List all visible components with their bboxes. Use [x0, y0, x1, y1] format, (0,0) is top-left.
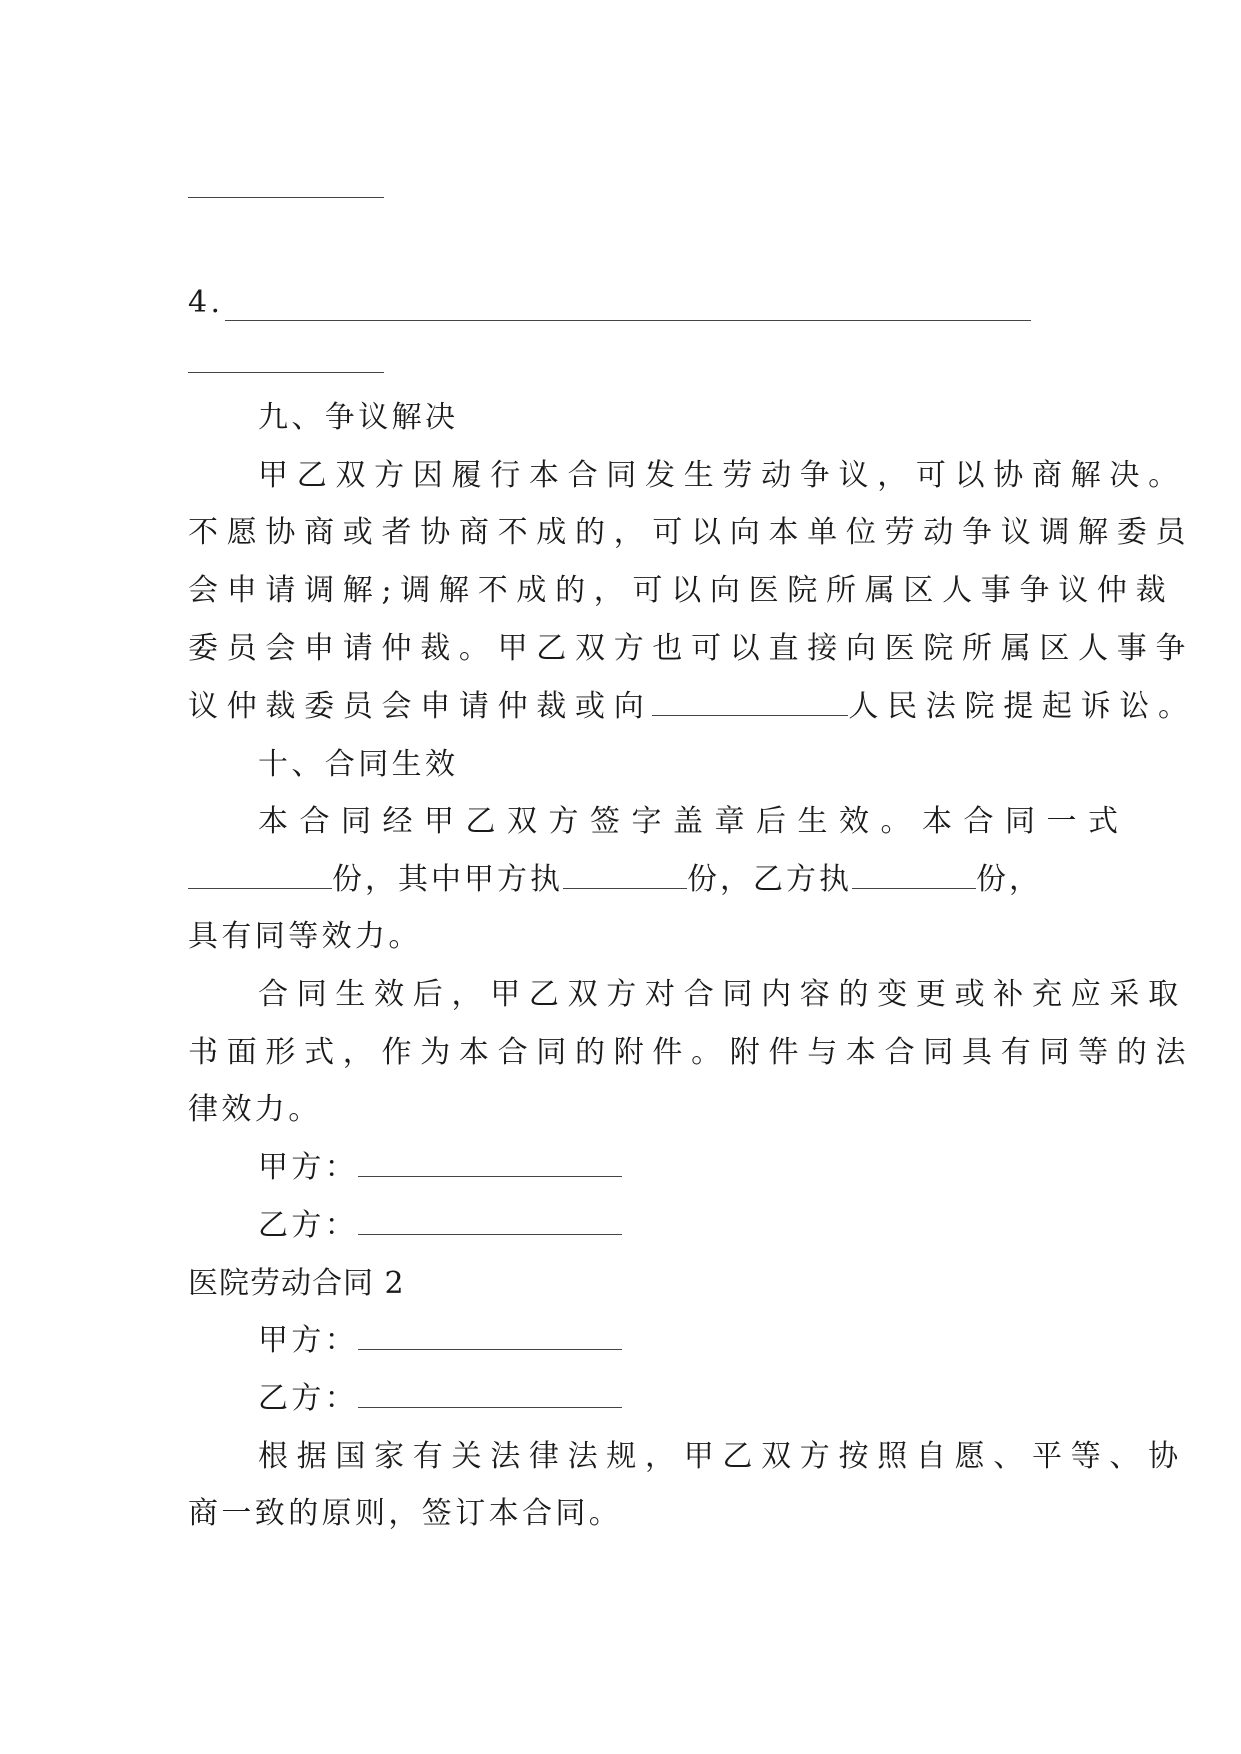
party-a-line: [258, 1321, 622, 1361]
party-b-label: 乙方：: [258, 1381, 359, 1416]
section-title: 九、争议解决: [258, 400, 459, 435]
fill-blank: [852, 886, 976, 889]
party-b-label: 乙方：: [258, 1208, 359, 1243]
paragraph-line: 不愿协商或者协商不成的，可以向本单位劳动争议调解委员: [188, 515, 1195, 550]
party-a-label: 甲方：: [258, 1323, 359, 1358]
contract-title: 医院劳动合同 2: [188, 1266, 405, 1301]
paragraph-line: 本合同经甲乙双方签字盖章后生效。本合同一式: [258, 804, 1130, 839]
paragraph-line: 商一致的原则，签订本合同。: [188, 1496, 623, 1531]
paragraph-line: [188, 860, 1042, 900]
signature-blank: [358, 1174, 622, 1177]
paragraph-line: 具有同等效力。: [188, 919, 422, 954]
paragraph-line: 律效力。: [188, 1092, 322, 1127]
text-fragment: 议仲裁委员会申请仲裁或向: [188, 689, 653, 724]
paragraph-line: [188, 687, 1197, 727]
item-4: [188, 283, 223, 323]
text-fragment: 份，乙方执: [687, 862, 852, 897]
fill-blank: [188, 886, 332, 889]
fill-blank: [563, 886, 687, 889]
text-fragment: 份，: [976, 862, 1042, 897]
blank-line: [225, 320, 1031, 321]
signature-blank: [358, 1405, 622, 1408]
blank-line: [188, 197, 384, 198]
paragraph-line: 根据国家有关法律法规，甲乙双方按照自愿、平等、协: [258, 1439, 1187, 1474]
signature-blank: [358, 1347, 622, 1350]
paragraph-line: 合同生效后，甲乙双方对合同内容的变更或补充应采取: [258, 977, 1187, 1012]
paragraph-line: 委员会申请仲裁。甲乙双方也可以直接向医院所属区人事争: [188, 631, 1195, 666]
paragraph-line: 书面形式，作为本合同的附件。附件与本合同具有同等的法: [188, 1035, 1195, 1070]
paragraph-line: 甲乙双方因履行本合同发生劳动争议，可以协商解决。: [258, 458, 1187, 493]
blank-line: [188, 372, 384, 373]
paragraph-line: 会申请调解;调解不成的，可以向医院所属区人事争议仲裁: [188, 573, 1175, 608]
text-fragment: 份，其中甲方执: [332, 862, 563, 897]
fill-blank: [652, 713, 848, 716]
party-a-line: [258, 1148, 622, 1188]
party-b-line: [258, 1379, 622, 1419]
party-a-label: 甲方：: [258, 1150, 359, 1185]
item-number: 4.: [188, 285, 224, 320]
text-fragment: 人民法院提起诉讼。: [848, 689, 1197, 724]
party-b-line: [258, 1206, 622, 1246]
section-title: 十、合同生效: [258, 747, 459, 782]
signature-blank: [358, 1232, 622, 1235]
